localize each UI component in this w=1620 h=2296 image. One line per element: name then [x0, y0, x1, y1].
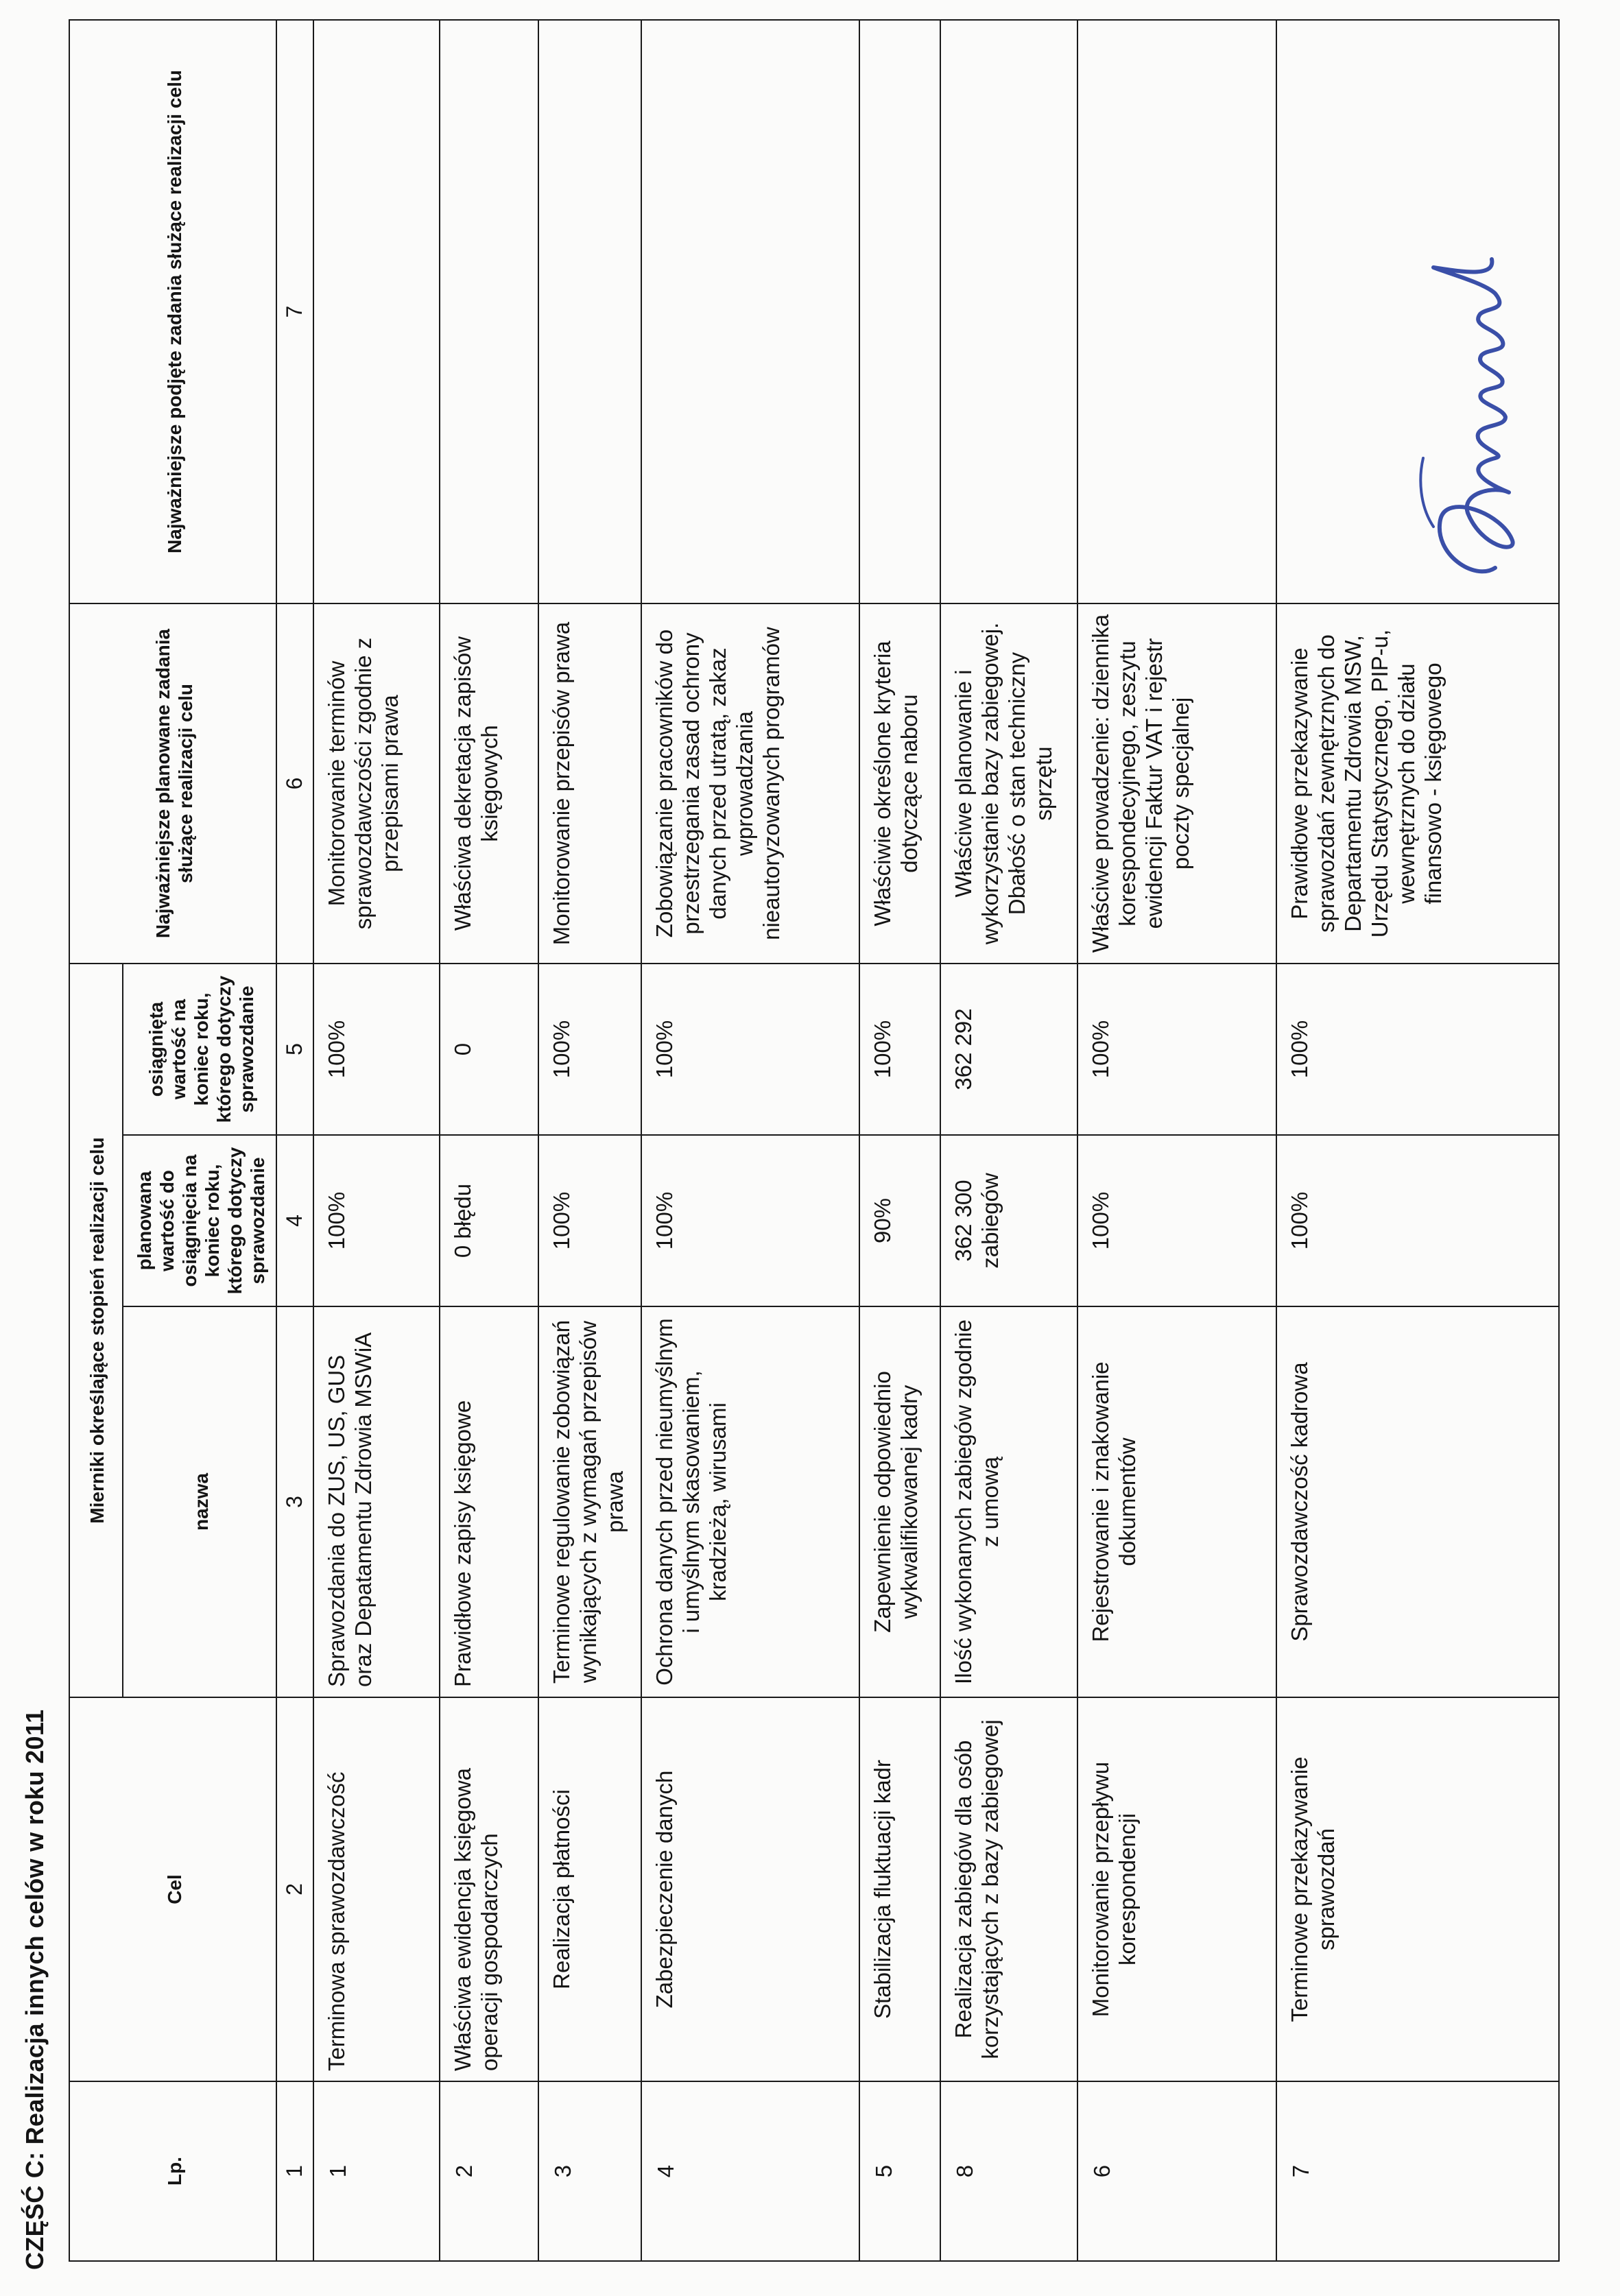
cell-zadania-planowane: Właściwe prowadzenie: dziennika korespondecyjnego, zeszytu ewidencji Faktur VAT i rejestr poczty specjalnej — [1077, 603, 1276, 964]
cell-cel: Zabezpieczenie danych — [641, 1697, 859, 2081]
table-row — [440, 20, 538, 2261]
table-row — [641, 20, 859, 2261]
cell-planowana: 100% — [313, 1135, 440, 1306]
header-lp: Lp. — [69, 2081, 276, 2261]
cell-nazwa: Ilość wykonanych zabiegów zgodnie z umową — [940, 1306, 1077, 1697]
cell-lp: 2 — [440, 2081, 538, 2261]
cell-zadania-planowane: Właściwie określone kryteria dotyczące naboru — [859, 603, 940, 964]
header-mierniki: Mierniki określające stopień realizacji celu — [69, 964, 123, 1697]
cell-osiagnieta: 0 — [440, 964, 538, 1135]
cell-lp: 6 — [1077, 2081, 1276, 2261]
cell-cel: Terminowe przekazywanie sprawozdań — [1276, 1697, 1559, 2081]
table-row — [859, 20, 940, 2261]
cell-zadania-planowane: Właściwa dekretacja zapisów księgowych — [440, 603, 538, 964]
cell-zadania-podjete — [313, 20, 440, 603]
column-number: 4 — [276, 1135, 313, 1306]
column-number: 2 — [276, 1697, 313, 2081]
cell-cel: Właściwa ewidencja księgowa operacji gospodarczych — [440, 1697, 538, 2081]
cell-planowana: 100% — [1077, 1135, 1276, 1306]
cell-planowana: 100% — [538, 1135, 641, 1306]
cell-lp: 4 — [641, 2081, 859, 2261]
cell-cel: Realizacja płatności — [538, 1697, 641, 2081]
table-row — [1077, 20, 1276, 2261]
cell-zadania-podjete — [940, 20, 1077, 603]
cell-zadania-planowane: Zobowiązanie pracowników do przestrzegania zasad ochrony danych przed utratą, zakaz wprowadzania nieautoryzowanych programów — [641, 603, 859, 964]
cell-cel: Stabilizacja fluktuacji kadr — [859, 1697, 940, 2081]
cell-zadania-podjete — [859, 20, 940, 603]
header-cel: Cel — [69, 1697, 276, 2081]
cell-nazwa: Sprawozdania do ZUS, US, GUS oraz Depatamentu Zdrowia MSWiA — [313, 1306, 440, 1697]
header-planowana-text: planowana wartość do osiągnięcia na koniec roku, którego dotyczy sprawozdanie — [134, 1147, 269, 1295]
cell-cel: Monitorowanie przepływu korespondencji — [1077, 1697, 1276, 2081]
cell-planowana: 100% — [1276, 1135, 1559, 1306]
cell-nazwa: Terminowe regulowanie zobowiązań wynikających z wymagań przepisów prawa — [538, 1306, 641, 1697]
cell-zadania-podjete — [440, 20, 538, 603]
cell-cel: Terminowa sprawozdawczość — [313, 1697, 440, 2081]
cell-lp: 3 — [538, 2081, 641, 2261]
cell-lp: 8 — [940, 2081, 1077, 2261]
header-zadania-podjete: Najważniejsze podjęte zadania służące realizacji celu — [69, 20, 276, 603]
header-row-1 — [69, 20, 123, 2261]
column-number: 7 — [276, 20, 313, 603]
cell-zadania-podjete — [538, 20, 641, 603]
cell-osiagnieta: 100% — [1077, 964, 1276, 1135]
cell-lp: 7 — [1276, 2081, 1559, 2261]
page-title: CZĘŚĆ C: Realizacja innych celów w roku 2011 — [21, 1709, 49, 2270]
table-row — [313, 20, 440, 2261]
cell-osiagnieta: 100% — [641, 964, 859, 1135]
cell-zadania-planowane: Monitorowanie terminów sprawozdawczości zgodnie z przepisami prawa — [313, 603, 440, 964]
cell-zadania-planowane: Prawidłowe przekazywanie sprawozdań zewnętrznych do Departamentu Zdrowia MSW, Urzędu Statystycznego, PIP-u, wewnętrznych do działu finansowo - księgowego — [1276, 603, 1559, 964]
cell-planowana: 100% — [641, 1135, 859, 1306]
cell-nazwa: Prawidłowe zapisy księgowe — [440, 1306, 538, 1697]
cell-zadania-planowane: Monitorowanie przepisów prawa — [538, 603, 641, 964]
cell-lp: 1 — [313, 2081, 440, 2261]
cell-osiagnieta: 100% — [538, 964, 641, 1135]
goals-table — [69, 19, 1560, 2262]
header-zadania-planowane: Najważniejsze planowane zadania służące realizacji celu — [69, 603, 276, 964]
cell-nazwa: Zapewnienie odpowiednio wykwalifikowanej kadry — [859, 1306, 940, 1697]
cell-osiagnieta: 100% — [313, 964, 440, 1135]
cell-planowana: 362 300 zabiegów — [940, 1135, 1077, 1306]
cell-nazwa: Rejestrowanie i znakowanie dokumentów — [1077, 1306, 1276, 1697]
handwritten-signature — [1392, 239, 1564, 595]
cell-osiagnieta: 362 292 — [940, 964, 1077, 1135]
cell-planowana: 90% — [859, 1135, 940, 1306]
column-number: 3 — [276, 1306, 313, 1697]
header-osiagnieta: osiągnięta wartość na koniec roku, którego dotyczy sprawozdanie — [123, 964, 276, 1135]
column-number: 5 — [276, 964, 313, 1135]
table-row — [538, 20, 641, 2261]
cell-cel: Realizacja zabiegów dla osób korzystających z bazy zabiegowej — [940, 1697, 1077, 2081]
cell-osiagnieta: 100% — [1276, 964, 1559, 1135]
cell-zadania-planowane: Właściwe planowanie i wykorzystanie bazy zabiegowej. Dbałość o stan techniczny sprzętu — [940, 603, 1077, 964]
header-planowana — [123, 1135, 276, 1306]
column-number: 6 — [276, 603, 313, 964]
cell-zadania-podjete — [641, 20, 859, 603]
cell-nazwa: Sprawozdawczość kadrowa — [1276, 1306, 1559, 1697]
table-row — [940, 20, 1077, 2261]
cell-lp: 5 — [859, 2081, 940, 2261]
header-nazwa: nazwa — [123, 1306, 276, 1697]
cell-planowana: 0 błędu — [440, 1135, 538, 1306]
cell-osiagnieta: 100% — [859, 964, 940, 1135]
cell-nazwa: Ochrona danych przed nieumyślnym i umyślnym skasowaniem, kradzieżą, wirusami — [641, 1306, 859, 1697]
cell-zadania-podjete — [1077, 20, 1276, 603]
column-number: 1 — [276, 2081, 313, 2261]
column-numbers-row — [276, 20, 313, 2261]
